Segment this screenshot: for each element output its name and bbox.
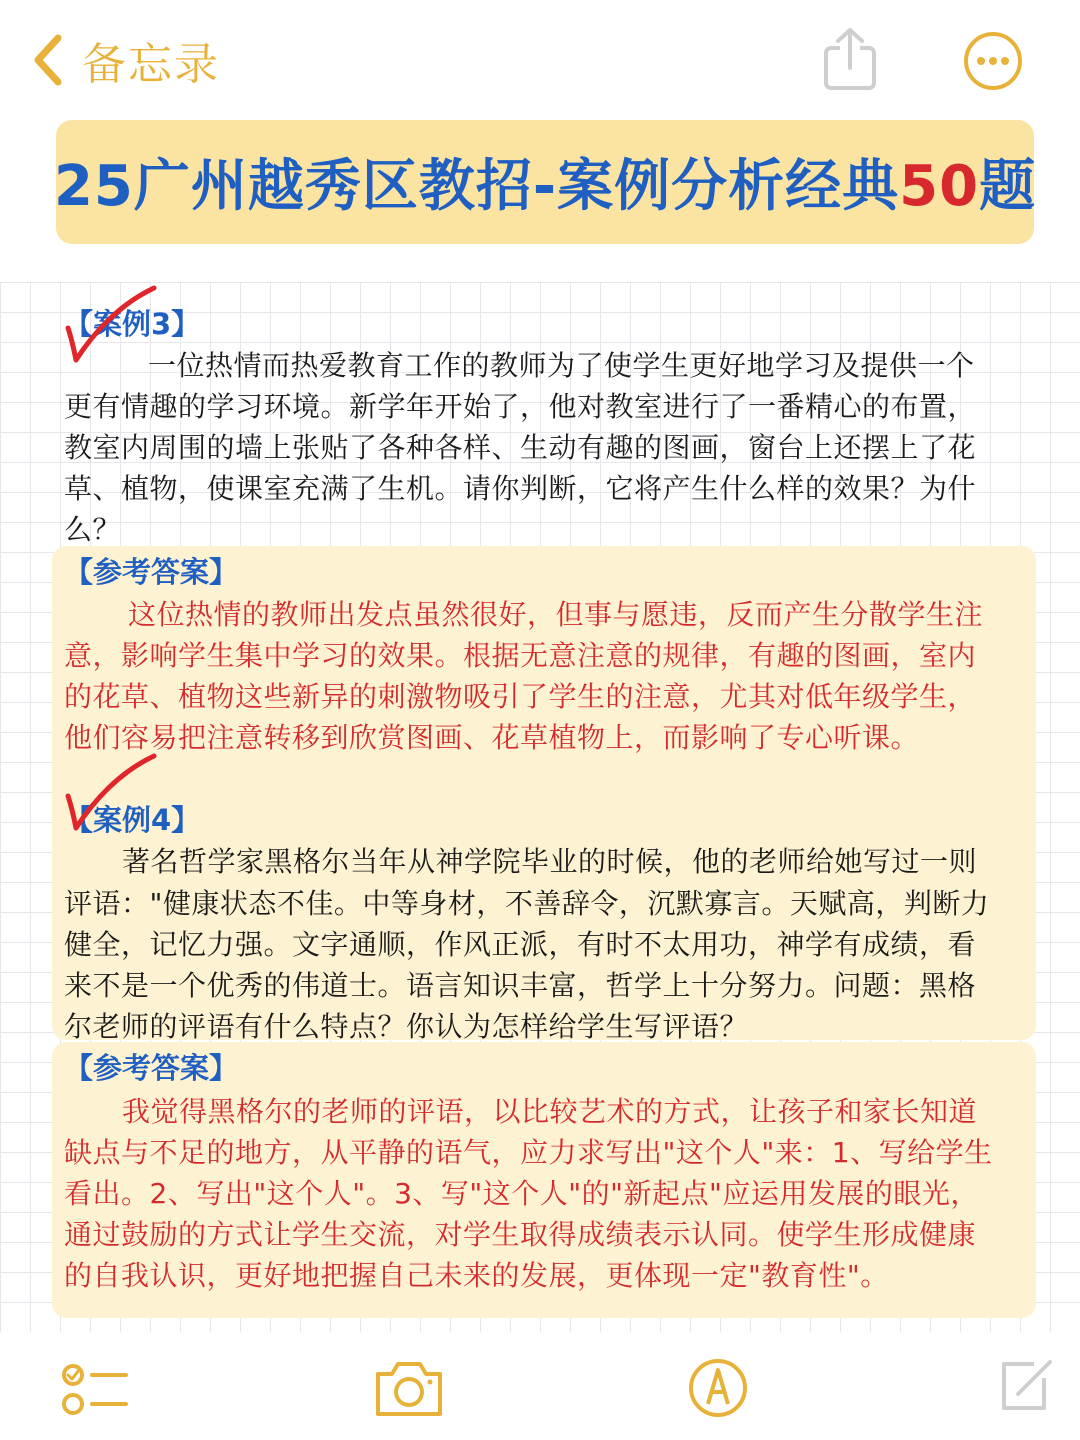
- case4-line: 评语："健康状态不佳。中等身材，不善辞令，沉默寡言。天赋高，判断力: [64, 887, 990, 920]
- back-button[interactable]: [30, 28, 220, 92]
- red-checkmark-icon: [60, 284, 160, 368]
- case4-heading: 【案例4】: [64, 803, 201, 837]
- camera-icon[interactable]: [372, 1358, 446, 1420]
- case4-line: 来不是一个优秀的伟道士。语言知识丰富，哲学上十分努力。问题：黑格: [64, 969, 977, 1002]
- title-banner: [53, 120, 1037, 244]
- title-suffix: 题: [979, 154, 1037, 219]
- share-icon[interactable]: [822, 26, 878, 92]
- checklist-icon[interactable]: [60, 1360, 130, 1418]
- case4-answer-line: 我觉得黑格尔的老师的评语，以比较艺术的方式，让孩子和家长知道: [122, 1095, 978, 1128]
- case4-line: 尔老师的评语有什么特点？你认为怎样给学生写评语？: [64, 1010, 749, 1043]
- case4-line: 著名哲学家黑格尔当年从神学院毕业的时候，他的老师给她写过一则: [122, 845, 978, 878]
- navigation-bar: [0, 0, 1080, 120]
- case4-answer-line: 通过鼓励的方式让学生交流，对学生取得成绩表示认同。使学生形成健康: [64, 1218, 977, 1251]
- chevron-left-icon: [30, 32, 64, 88]
- case3-heading: 【案例3】: [64, 307, 201, 341]
- ellipsis-circle-icon[interactable]: [962, 30, 1024, 92]
- case3-line: 草、植物，使课室充满了生机。请你判断，它将产生什么样的效果？为什: [64, 472, 977, 505]
- red-checkmark-icon: [60, 750, 160, 834]
- case3-line: 教室内周围的墙上张贴了各种各样、生动有趣的图画，窗台上还摆上了花: [64, 431, 977, 464]
- note-title: [54, 142, 1036, 222]
- back-label: 备忘录: [82, 39, 220, 90]
- case3-answer-heading: 【参考答案】: [64, 555, 239, 589]
- case4-answer-heading: 【参考答案】: [64, 1051, 239, 1085]
- case3-line: 一位热情而热爱教育工作的教师为了使学生更好地学习及提供一个: [148, 349, 975, 382]
- case3-line: 更有情趣的学习环境。新学年开始了，他对教室进行了一番精心的布置，: [64, 390, 977, 423]
- case4-line: 健全，记忆力强。文字通顺，作风正派，有时不太用功，神学有成绩，看: [64, 928, 977, 961]
- case3-answer-line: 的花草、植物这些新异的刺激物吸引了学生的注意，尤其对低年级学生，: [64, 680, 977, 713]
- case4-answer-line: 缺点与不足的地方，从平静的语气，应力求写出"这个人"来：1、写给学生: [64, 1136, 993, 1169]
- bottom-toolbar: [0, 1340, 1080, 1440]
- title-prefix: 25广州越秀区教招-案例分析经典: [53, 154, 900, 219]
- case3-answer-line: 他们容易把注意转移到欣赏图画、花草植物上，而影响了专心听课。: [64, 721, 920, 754]
- case3-answer-line: 这位热情的教师出发点虽然很好，但事与愿违，反而产生分散学生注: [128, 598, 984, 631]
- note-body[interactable]: [0, 282, 1080, 1332]
- case3-answer-line: 意，影响学生集中学习的效果。根据无意注意的规律，有趣的图画，室内: [64, 639, 977, 672]
- title-number: 50: [899, 154, 980, 219]
- compose-icon[interactable]: [994, 1356, 1056, 1418]
- markup-pen-icon[interactable]: [686, 1356, 750, 1420]
- case3-line: 么？: [64, 513, 122, 546]
- case4-answer-line: 看出。2、写出"这个人"。3、写"这个人"的"新起点"应运用发展的眼光，: [64, 1177, 979, 1210]
- case4-answer-line: 的自我认识，更好地把握自己未来的发展，更体现一定"教育性"。: [64, 1259, 889, 1292]
